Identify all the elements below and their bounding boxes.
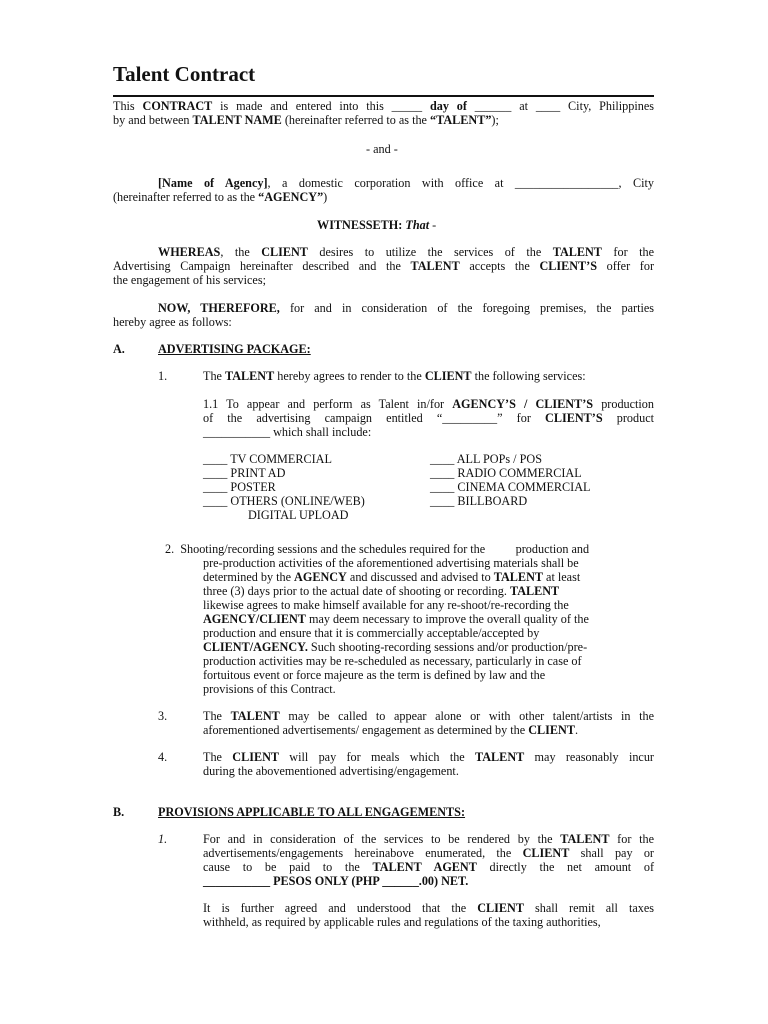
item-b1-number: 1. [158, 832, 168, 846]
item-b1-line-3: cause to be paid to the TALENT AGENT directly the net amount of [203, 860, 655, 874]
witnesseth-heading: WITNESSETH: That - [317, 218, 437, 232]
item-b1-line-1: For and in consideration of the services to be rendered by the TALENT for the [203, 832, 654, 846]
section-a-heading: ADVERTISING PACKAGE: [158, 342, 311, 356]
now-therefore-line-2: hereby agree as follows: [113, 315, 232, 329]
section-a-letter: A. [113, 342, 125, 356]
title-rule [113, 95, 654, 97]
checklist-others: ____ OTHERS (ONLINE/WEB) [203, 494, 365, 508]
whereas-line-2: Advertising Campaign hereinafter described and the TALENT accepts the CLIENT’S offer for [113, 259, 655, 273]
item-1-text: The TALENT hereby agrees to render to the CLIENT the following services: [203, 369, 586, 383]
checklist-print-ad: ____ PRINT AD [203, 466, 286, 480]
checklist-radio-commercial: ____ RADIO COMMERCIAL [430, 466, 582, 480]
agency-line-2: (hereinafter referred to as the “AGENCY”) [113, 190, 328, 204]
item-1-1-line-3: ___________ which shall include: [203, 425, 372, 439]
checklist-tv-commercial: ____ TV COMMERCIAL [203, 452, 332, 466]
item-3-number: 3. [158, 709, 168, 723]
checklist-billboard: ____ BILLBOARD [430, 494, 528, 508]
item-2-line-9: production activities may be re-scheduled as necessary, particularly in case of [203, 654, 582, 668]
item-1-1-line-2: of the advertising campaign entitled “_________” for CLIENT’S product [203, 411, 655, 425]
item-b1-line-4: ___________ PESOS ONLY (PHP ______.00) NET. [203, 874, 469, 888]
now-therefore-line-1: NOW, THEREFORE, for and in consideration of the foregoing premises, the parties [158, 301, 654, 315]
item-3-line-1: The TALENT may be called to appear alone or with other talent/artists in the [203, 709, 654, 723]
section-b-letter: B. [113, 805, 125, 819]
item-2-line-4: three (3) days prior to the actual date of shooting or recording. TALENT [203, 584, 560, 598]
item-2-line-7: production and ensure that it is commercially acceptable/accepted by [203, 626, 540, 640]
further-line-2: withheld, as required by applicable rules and regulations of the taxing authorities, [203, 915, 601, 929]
checklist-poster: ____ POSTER [203, 480, 276, 494]
item-3-line-2: aforementioned advertisements/ engagement as determined by the CLIENT. [203, 723, 578, 737]
agency-line-1: [Name of Agency], a domestic corporation with office at _________________, City [158, 176, 654, 190]
and-separator: - and - [366, 142, 398, 156]
further-line-1: It is further agreed and understood that the CLIENT shall remit all taxes [203, 901, 654, 915]
item-1-1-line-1: 1.1 To appear and perform as Talent in/for AGENCY’S / CLIENT’S production [203, 397, 654, 411]
item-b1-line-2: advertisements/engagements hereinabove enumerated, the CLIENT shall pay or [203, 846, 654, 860]
item-2-line-2: pre-production activities of the aforementioned advertising materials shall be [203, 556, 579, 570]
item-4-line-1: The CLIENT will pay for meals which the TALENT may reasonably incur [203, 750, 654, 764]
item-2-line-10: fortuitous event or force majeure as the term is defined by law and the [203, 668, 546, 682]
section-b-heading: PROVISIONS APPLICABLE TO ALL ENGAGEMENTS: [158, 805, 466, 819]
checklist-digital-upload: DIGITAL UPLOAD [248, 508, 349, 522]
item-2-line-11: provisions of this Contract. [203, 682, 336, 696]
intro-line-1: This CONTRACT is made and entered into this _____ day of ______ at ____ City, Philippines [113, 99, 654, 113]
item-1-number: 1. [158, 369, 168, 383]
item-2-line-6: AGENCY/CLIENT may deem necessary to improve the overall quality of the [203, 612, 589, 626]
item-2-line-1: 2. Shooting/recording sessions and the schedules required for the production and [165, 542, 590, 556]
checklist-cinema-commercial: ____ CINEMA COMMERCIAL [430, 480, 591, 494]
whereas-line-1: WHEREAS, the CLIENT desires to utilize the services of the TALENT for the [158, 245, 654, 259]
document-title: Talent Contract [113, 62, 256, 86]
item-4-line-2: during the abovementioned advertising/engagement. [203, 764, 459, 778]
checklist-all-pops: ____ ALL POPs / POS [430, 452, 542, 466]
item-4-number: 4. [158, 750, 168, 764]
item-2-line-5: likewise agrees to make himself available for any re-shoot/re-recording the [203, 598, 569, 612]
intro-line-2: by and between TALENT NAME (hereinafter referred to as the “TALENT”); [113, 113, 499, 127]
whereas-line-3: the engagement of his services; [113, 273, 266, 287]
item-2-line-3: determined by the AGENCY and discussed and advised to TALENT at least [203, 570, 581, 584]
item-2-line-8: CLIENT/AGENCY. Such shooting-recording sessions and/or production/pre- [203, 640, 588, 654]
